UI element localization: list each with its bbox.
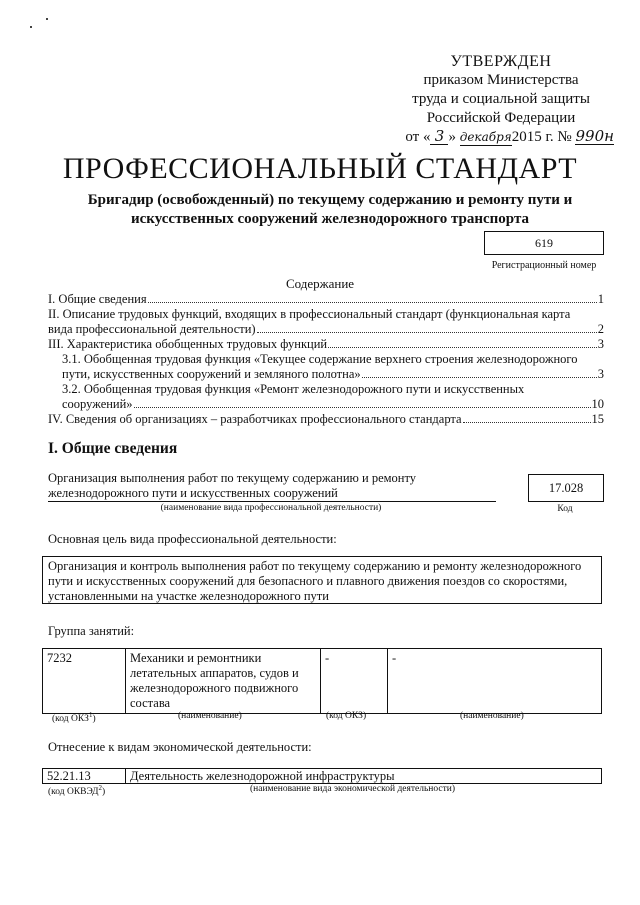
toc-item[interactable] bbox=[48, 292, 604, 307]
toc-item-text: пути, искусственных сооружений и земляного полотна» bbox=[62, 367, 361, 381]
toc-item-page: 10 bbox=[591, 397, 604, 411]
toc-item-text: III. Характеристика обобщенных трудовых функций bbox=[48, 337, 328, 351]
activity-code-caption: Код bbox=[557, 504, 573, 514]
occupation-group-table bbox=[42, 648, 602, 714]
approval-block bbox=[376, 52, 626, 147]
approval-heading: УТВЕРЖДЕН bbox=[450, 53, 552, 70]
approval-line2: труда и социальной защиты bbox=[412, 91, 590, 107]
okved-table bbox=[42, 768, 602, 784]
toc-title: Содержание bbox=[285, 276, 355, 291]
caption-okz-name: (наименование) bbox=[178, 711, 242, 721]
order-month: декабря bbox=[459, 130, 512, 144]
toc-item[interactable] bbox=[48, 382, 604, 412]
toc-item-text: сооружений» bbox=[62, 397, 133, 411]
approval-line3: Российской Федерации bbox=[426, 110, 576, 126]
okved-name-cell: Деятельность железнодорожной инфраструктуры bbox=[126, 769, 602, 784]
activity-underline bbox=[48, 501, 496, 502]
okz-name-cell: Механики и ремонтники летательных аппаратов, судов и железнодорожного подвижного состава bbox=[126, 649, 321, 714]
caption-okz-code-2: (код ОКЗ) bbox=[326, 711, 367, 721]
toc-item-text-line: 3.2. Обобщенная трудовая функция «Ремонт железнодорожного пути и искусственных bbox=[62, 382, 525, 396]
toc-item[interactable] bbox=[48, 337, 604, 352]
approval-line1: приказом Министерства bbox=[423, 72, 579, 88]
toc-item-text-line: 3.1. Обобщенная трудовая функция «Текущее содержание верхнего строения железнодорожного bbox=[62, 352, 578, 366]
toc-item-page: 2 bbox=[597, 322, 604, 336]
caption-okved-code: (код ОКВЭД$^2$) bbox=[48, 784, 106, 798]
document-title: ПРОФЕССИОНАЛЬНЫЙ СТАНДАРТ bbox=[62, 152, 578, 185]
order-day: 3 bbox=[430, 129, 448, 145]
okz-code-cell: 7232 bbox=[43, 649, 126, 714]
registration-label: Регистрационный номер bbox=[491, 260, 597, 271]
caption-okz-name-2: (наименование) bbox=[460, 711, 524, 721]
econ-label: Отнесение к видам экономической деятельности: bbox=[48, 740, 312, 754]
scan-speck bbox=[46, 18, 48, 20]
toc-item-text: IV. Сведения об организациях – разработчиках профессионального стандарта bbox=[48, 412, 462, 426]
toc-item[interactable] bbox=[48, 352, 604, 382]
group-label: Группа занятий: bbox=[48, 624, 135, 638]
table-row bbox=[43, 769, 602, 784]
activity-code-box: 17.028 bbox=[528, 474, 604, 502]
okz-code-cell-2: - bbox=[321, 649, 388, 714]
toc-item-page: 3 bbox=[597, 367, 604, 381]
goal-text-box: Организация и контроль выполнения работ по текущему содержанию и ремонту железнодорожного пути и искусственных сооружений для безопасного и плавного движения поездов со скоростями, установленными на участке железнодорожного пути bbox=[42, 556, 602, 604]
registration-number-box: 619 bbox=[484, 231, 604, 255]
toc-item-text: I. Общие сведения bbox=[48, 292, 147, 306]
toc-item[interactable] bbox=[48, 307, 604, 337]
okz-name-cell-2: - bbox=[388, 649, 602, 714]
table-row bbox=[43, 649, 602, 714]
caption-okz-code: (код ОКЗ$^1$) bbox=[52, 711, 96, 725]
document-subtitle: Бригадир (освобожденный) по текущему содержанию и ремонту пути и искусственных сооружений железнодорожного транспорта bbox=[87, 192, 573, 227]
toc-item-text: вида профессиональной деятельности) bbox=[48, 322, 256, 336]
toc-item-page: 15 bbox=[591, 412, 604, 426]
section-heading: I. Общие сведения bbox=[48, 440, 178, 457]
table-of-contents bbox=[48, 292, 604, 427]
okved-code-cell: 52.21.13 bbox=[43, 769, 126, 784]
order-prefix: от « bbox=[405, 129, 431, 145]
toc-item[interactable] bbox=[48, 412, 604, 427]
toc-item-page: 3 bbox=[597, 337, 604, 351]
order-line bbox=[376, 128, 626, 147]
goal-label: Основная цель вида профессиональной деятельности: bbox=[48, 532, 337, 546]
scan-speck bbox=[30, 26, 32, 28]
order-number: 990н bbox=[575, 127, 614, 145]
caption-okved-name: (наименование вида экономической деятельности) bbox=[250, 784, 455, 794]
activity-caption: (наименование вида профессиональной деятельности) bbox=[160, 503, 382, 513]
toc-item-text-line: II. Описание трудовых функций, входящих в профессиональный стандарт (функциональная карта bbox=[48, 307, 571, 321]
toc-item-page: 1 bbox=[597, 292, 604, 306]
activity-name: Организация выполнения работ по текущему содержанию и ремонту железнодорожного пути и искусственных сооружений bbox=[48, 471, 417, 500]
order-year: 2015 г. № bbox=[511, 129, 572, 145]
order-day-close: » bbox=[448, 129, 456, 145]
